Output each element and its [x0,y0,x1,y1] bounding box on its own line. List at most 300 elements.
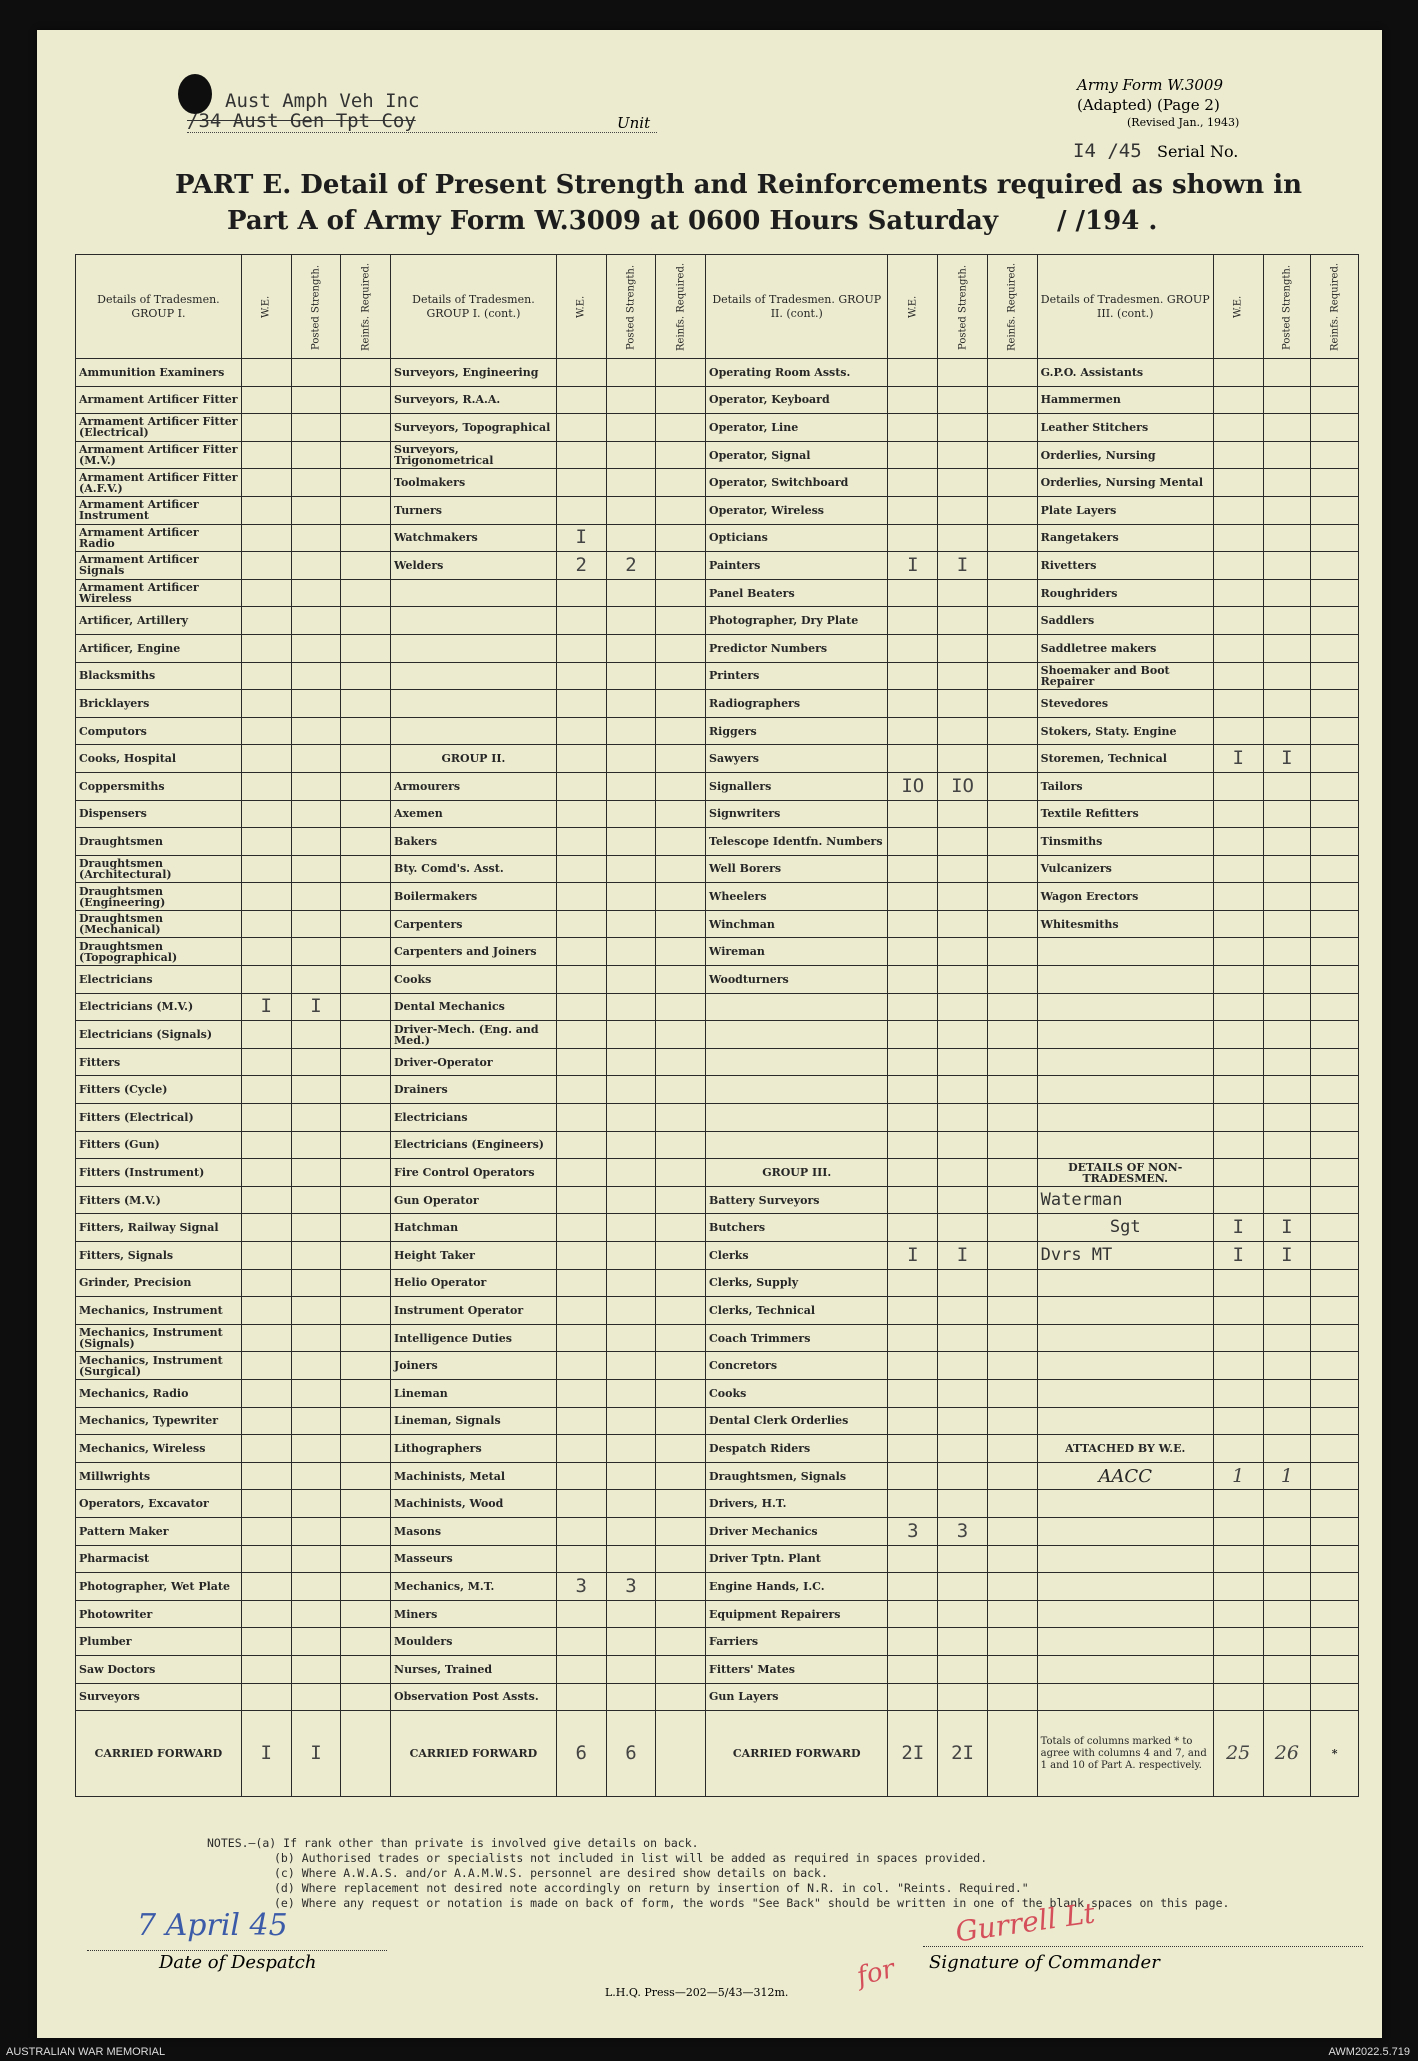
we-value [1213,1683,1263,1711]
posted-value [606,910,656,938]
trade-label: Bty. Comd's. Asst. [391,855,557,883]
note-line: (e) Where any request or notation is made on back of form, the words "See Back" should be written in one of the blank spaces on this page. [274,1896,1230,1910]
trade-label: Carpenters [391,910,557,938]
trade-label: Shoemaker and Boot Repairer [1037,662,1213,690]
we-value [241,1573,291,1601]
we-value [556,1131,606,1159]
posted-value [1263,441,1311,469]
we-value [241,1352,291,1380]
trade-label: Operator, Signal [706,441,888,469]
we-value [888,1159,938,1187]
we-value [556,1655,606,1683]
posted-value [606,883,656,911]
trade-label: Orderlies, Nursing [1037,441,1213,469]
trade-label: Armament Artificer Fitter (A.F.V.) [76,469,242,497]
reinfs-value [656,1545,706,1573]
we-value [888,883,938,911]
posted-value [1263,662,1311,690]
posted-value [1263,469,1311,497]
trade-label: Fitters' Mates [706,1655,888,1683]
serial-label: Serial No. [1157,142,1239,161]
trade-label: Mechanics, Instrument (Signals) [76,1324,242,1352]
trade-label: Artificer, Engine [76,634,242,662]
reinfs-value [987,1131,1037,1159]
we-value [888,634,938,662]
table-row [76,1462,1359,1490]
posted-value [938,414,988,442]
trade-label: Masons [391,1517,557,1545]
g2-reinfs-total [656,1711,706,1797]
reinfs-value [1311,1407,1359,1435]
table-row [76,1628,1359,1656]
table-row [76,441,1359,469]
posted-value [1263,1297,1311,1325]
reinfs-value [987,607,1037,635]
carried-forward-label: CARRIED FORWARD [76,1711,242,1797]
posted-value [1263,828,1311,856]
reinfs-value [656,607,706,635]
trade-label: Boilermakers [391,883,557,911]
part-title-line-2: Part A of Army Form W.3009 at 0600 Hours Saturday [227,206,998,236]
posted-value [606,800,656,828]
we-value [241,1131,291,1159]
table-row [76,1048,1359,1076]
posted-value [606,993,656,1021]
posted-value [938,1269,988,1297]
we-value [888,386,938,414]
trade-label: Mechanics, Instrument [76,1297,242,1325]
we-value [1213,1517,1263,1545]
reinfs-value [341,414,391,442]
posted-value [291,745,341,773]
trade-label: Photographer, Wet Plate [76,1573,242,1601]
posted-value [1263,579,1311,607]
we-value [241,1242,291,1270]
reinfs-value [656,1628,706,1656]
g3-posted-total: 2I [938,1711,988,1797]
we-value [556,1214,606,1242]
we-value [1213,1435,1263,1463]
we-value [556,1683,606,1711]
we-value [241,910,291,938]
trade-label: Opticians [706,524,888,552]
reinfs-value [1311,1517,1359,1545]
reinfs-value [656,1683,706,1711]
we-value [241,1600,291,1628]
we-value [1213,966,1263,994]
posted-value [291,1021,341,1049]
trade-label: Pharmacist [76,1545,242,1573]
reinfs-value [1311,966,1359,994]
posted-value: 3 [606,1573,656,1601]
we-value [241,717,291,745]
reinfs-value [1311,883,1359,911]
we-value [241,1655,291,1683]
posted-value [606,1269,656,1297]
reinfs-value [656,1600,706,1628]
reinfs-value [656,1242,706,1270]
posted-value [291,1545,341,1573]
we-value [888,607,938,635]
reinfs-value [987,1324,1037,1352]
posted-value [1263,634,1311,662]
trade-label: DETAILS OF NON-TRADESMEN. [1037,1159,1213,1187]
date-slot: / /194 . [1057,206,1158,236]
we-value [241,662,291,690]
posted-value [1263,800,1311,828]
reinfs-value [341,1379,391,1407]
table-row [76,1269,1359,1297]
we-value [1213,386,1263,414]
posted-value: I [938,1242,988,1270]
posted-value [606,662,656,690]
trade-label: Mechanics, Wireless [76,1435,242,1463]
table-row [76,1655,1359,1683]
we-value [1213,1021,1263,1049]
col-header-posted: Posted Strength. [606,255,656,359]
trade-label [1037,1324,1213,1352]
trade-label: Lithographers [391,1435,557,1463]
we-value [556,745,606,773]
reinfs-value [1311,1021,1359,1049]
we-value [556,1048,606,1076]
we-value: I [556,524,606,552]
col-header-reinfs: Reinfs. Required. [656,255,706,359]
we-value [1213,910,1263,938]
trade-label: Whitesmiths [1037,910,1213,938]
trade-label: Surveyors, R.A.A. [391,386,557,414]
trade-label: Masseurs [391,1545,557,1573]
posted-value [1263,496,1311,524]
trade-label: Signallers [706,772,888,800]
we-value [888,1021,938,1049]
posted-value [1263,772,1311,800]
trade-label: Drivers, H.T. [706,1490,888,1518]
trade-label: Engine Hands, I.C. [706,1573,888,1601]
we-value [241,1269,291,1297]
we-value [1213,1186,1263,1214]
posted-value [1263,717,1311,745]
trade-label: Signwriters [706,800,888,828]
posted-value [606,634,656,662]
posted-value [1263,938,1311,966]
trade-label: Winchman [706,910,888,938]
table-row [76,1600,1359,1628]
col-header-posted: Posted Strength. [1263,255,1311,359]
posted-value [606,607,656,635]
col-header-we: W.E. [556,255,606,359]
reinfs-value [1311,772,1359,800]
posted-value [606,1214,656,1242]
trade-label: Driver Mechanics [706,1517,888,1545]
despatch-date: 7 April 45 [137,1908,288,1943]
posted-value [938,1683,988,1711]
we-value [888,1352,938,1380]
reinfs-value [1311,359,1359,387]
trade-label: Armourers [391,772,557,800]
trade-label: Panel Beaters [706,579,888,607]
we-value [1213,634,1263,662]
we-value [888,1628,938,1656]
trade-label: Pattern Maker [76,1517,242,1545]
trade-label: Armament Artificer Instrument [76,496,242,524]
reinfs-value [341,1352,391,1380]
serial-value: I4 /45 [1073,140,1142,162]
posted-value [938,966,988,994]
table-row [76,469,1359,497]
posted-value [291,414,341,442]
trade-label: Roughriders [1037,579,1213,607]
trade-label: Fitters (Electrical) [76,1104,242,1132]
trade-label: Toolmakers [391,469,557,497]
posted-value [606,386,656,414]
posted-value [938,1352,988,1380]
reinfs-value [1311,524,1359,552]
we-value [888,993,938,1021]
posted-value [291,1324,341,1352]
g1-we-total: I [241,1711,291,1797]
reinfs-value [656,634,706,662]
we-value [888,1324,938,1352]
trade-label: Rangetakers [1037,524,1213,552]
reinfs-value [987,552,1037,580]
table-row [76,910,1359,938]
posted-value [606,1655,656,1683]
reinfs-value [987,414,1037,442]
trade-label: Clerks, Technical [706,1297,888,1325]
reinfs-value [341,993,391,1021]
posted-value: I [291,993,341,1021]
reinfs-value [341,469,391,497]
trade-label: Ammunition Examiners [76,359,242,387]
archive-credit-right: AWM2022.5.719 [1328,2046,1410,2058]
we-value [888,1683,938,1711]
trade-label [1037,1490,1213,1518]
reinfs-value [987,717,1037,745]
trade-label: Electricians (Engineers) [391,1131,557,1159]
trade-label: Coach Trimmers [706,1324,888,1352]
reinfs-value [1311,634,1359,662]
reinfs-value [987,1269,1037,1297]
trade-label: Plumber [76,1628,242,1656]
table-row [76,1573,1359,1601]
note-line: (b) Authorised trades or specialists not included in list will be added as required in spaces provided. [274,1851,988,1865]
posted-value [606,1490,656,1518]
posted-value [606,1379,656,1407]
trade-label [1037,938,1213,966]
g3-reinfs-total [987,1711,1037,1797]
we-value: 3 [556,1573,606,1601]
reinfs-value [341,800,391,828]
we-value [241,1159,291,1187]
we-value [888,1407,938,1435]
reinfs-value [1311,1600,1359,1628]
posted-value [938,1462,988,1490]
posted-value [1263,966,1311,994]
trade-label: Armament Artificer Signals [76,552,242,580]
trade-label: Helio Operator [391,1269,557,1297]
form-name: Army Form W.3009 [1077,76,1223,94]
we-value [556,1600,606,1628]
posted-value [606,717,656,745]
posted-value [1263,1159,1311,1187]
col-header-group3-cont: Details of Tradesmen. GROUP III. (cont.) [1037,255,1213,359]
posted-value [291,579,341,607]
reinfs-value [1311,1076,1359,1104]
posted-value [606,1242,656,1270]
we-value [556,1104,606,1132]
reinfs-value [656,1186,706,1214]
posted-value [938,1379,988,1407]
we-value [241,690,291,718]
reinfs-value [656,1407,706,1435]
trade-label: Fire Control Operators [391,1159,557,1187]
trade-label: Photowriter [76,1600,242,1628]
we-value: I [888,552,938,580]
we-value [241,1048,291,1076]
form-adapted: (Adapted) (Page 2) [1077,96,1220,114]
posted-value [606,496,656,524]
trade-label: Hammermen [1037,386,1213,414]
posted-value [1263,1600,1311,1628]
posted-value [606,414,656,442]
posted-value [291,469,341,497]
strength-table [75,254,1359,1797]
trade-label: Driver-Operator [391,1048,557,1076]
trade-label: Turners [391,496,557,524]
trade-label: Machinists, Metal [391,1462,557,1490]
trade-label [391,717,557,745]
we-value [241,1186,291,1214]
posted-value [938,662,988,690]
reinfs-value [987,1076,1037,1104]
we-value [241,828,291,856]
signature-label: Signature of Commander [929,1952,1160,1973]
table-row [76,966,1359,994]
grand-total-posted: 26 [1263,1711,1311,1797]
posted-value [938,359,988,387]
trade-label: ATTACHED BY W.E. [1037,1435,1213,1463]
posted-value [291,1048,341,1076]
posted-value [291,1104,341,1132]
posted-value [938,1655,988,1683]
trade-label: Lineman [391,1379,557,1407]
we-value [556,1517,606,1545]
trade-label: Fitters (M.V.) [76,1186,242,1214]
we-value [1213,552,1263,580]
we-value [556,1462,606,1490]
trade-label: Dispensers [76,800,242,828]
trade-label: Surveyors [76,1683,242,1711]
posted-value [291,1655,341,1683]
table-row [76,552,1359,580]
trade-label: Operator, Switchboard [706,469,888,497]
posted-value [1263,524,1311,552]
trade-label: Armament Artificer Fitter (M.V.) [76,441,242,469]
table-row [76,1490,1359,1518]
posted-value [291,662,341,690]
we-value [1213,496,1263,524]
for-word: for [853,1953,898,1993]
reinfs-value [1311,1379,1359,1407]
reinfs-value [987,883,1037,911]
table-row [76,662,1359,690]
posted-value [291,524,341,552]
reinfs-value [341,1104,391,1132]
reinfs-value [1311,662,1359,690]
carried-forward-label: CARRIED FORWARD [706,1711,888,1797]
posted-value [606,938,656,966]
reinfs-value [656,1379,706,1407]
trade-label: Printers [706,662,888,690]
trade-label: Artificer, Artillery [76,607,242,635]
table-row [76,579,1359,607]
posted-value [606,1407,656,1435]
we-value [241,359,291,387]
trade-label: Stokers, Staty. Engine [1037,717,1213,745]
reinfs-value [341,1462,391,1490]
trade-label [1037,966,1213,994]
reinfs-value [341,1435,391,1463]
we-value [241,1462,291,1490]
reinfs-value [656,1104,706,1132]
trade-label [1037,993,1213,1021]
posted-value [606,828,656,856]
table-row [76,496,1359,524]
we-value [1213,1076,1263,1104]
we-value [1213,441,1263,469]
trade-label: Computors [76,717,242,745]
we-value [556,1242,606,1270]
signature-line [923,1946,1363,1947]
col-header-group2-cont: Details of Tradesmen. GROUP II. (cont.) [706,255,888,359]
trade-label: G.P.O. Assistants [1037,359,1213,387]
trade-label: Draughtsmen, Signals [706,1462,888,1490]
posted-value [1263,1407,1311,1435]
we-value: IO [888,772,938,800]
posted-value [1263,1573,1311,1601]
despatch-line [87,1950,387,1951]
posted-value [1263,883,1311,911]
reinfs-value [987,772,1037,800]
posted-value: 1 [1263,1462,1311,1490]
posted-value [606,579,656,607]
trade-label: Tailors [1037,772,1213,800]
reinfs-value [656,496,706,524]
reinfs-value [341,496,391,524]
posted-value [291,1076,341,1104]
reinfs-value [1311,1683,1359,1711]
posted-value [938,1600,988,1628]
we-value [1213,414,1263,442]
trade-label: Operating Room Assts. [706,359,888,387]
reinfs-value [987,1379,1037,1407]
reinfs-value [656,579,706,607]
posted-value [606,1324,656,1352]
trade-label: GROUP III. [706,1159,888,1187]
reinfs-value [987,1021,1037,1049]
posted-value [1263,359,1311,387]
we-value [888,662,938,690]
col-header-posted: Posted Strength. [291,255,341,359]
col-header-we: W.E. [888,255,938,359]
posted-value [1263,386,1311,414]
we-value [241,1545,291,1573]
posted-value [1263,1076,1311,1104]
we-value [888,1490,938,1518]
reinfs-value [987,1490,1037,1518]
trade-label [1037,1655,1213,1683]
